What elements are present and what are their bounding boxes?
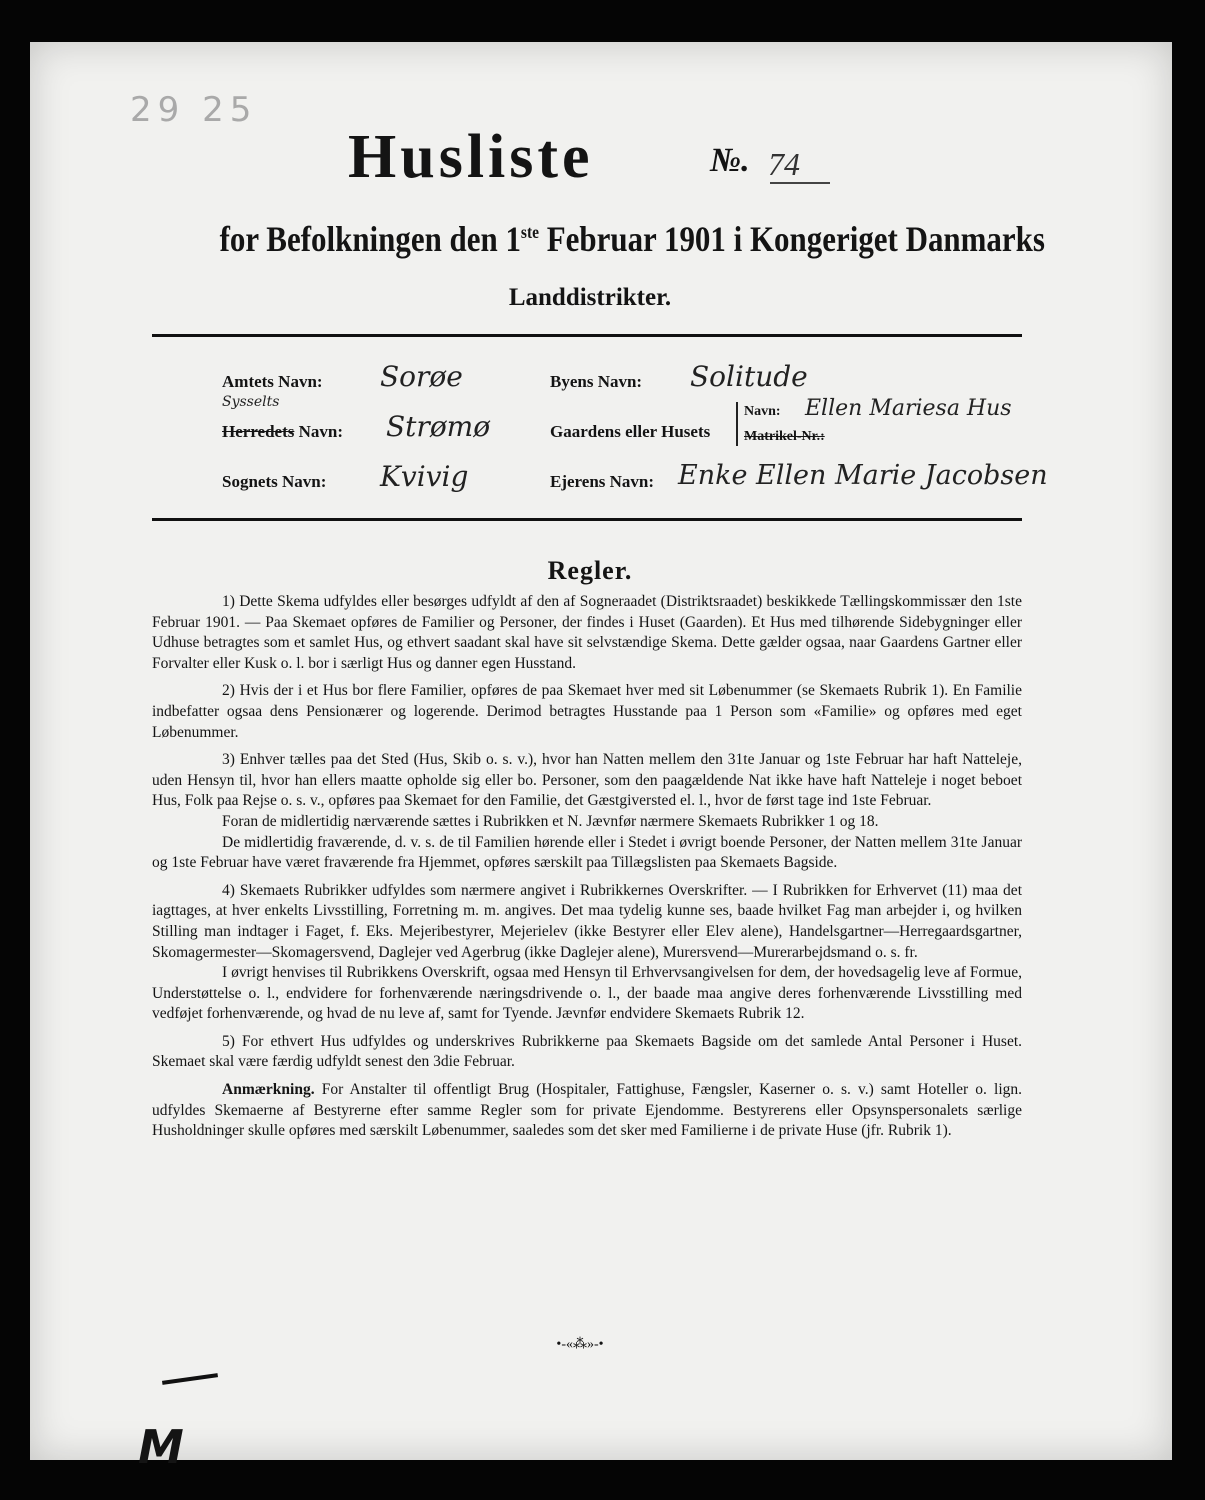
rule-paragraph: 1) Dette Skema udfyldes eller besørges udfyldt af den af Sogneraadet (Distriktsraadet) beskikkede Tællingskommissær den 1ste Februar 1901. — Paa Skemaet opføres de Familier og Personer, der findes i Huset (Gaarden). Et Hus med tilhørende Sidebygninger eller Udhuse betragtes som et samlet Hus, og ethvert saadant skal have sit selvstændige Skema. Dette gælder ogsaa, naar Gaardens Gartner eller Forvalter eller Kusk o. l. bor i særligt Hus og danner egen Husstand. — [152, 593, 1022, 672]
rule-paragraph: 2) Hvis der i et Hus bor flere Familier, opføres de paa Skemaet hver med sit Løbenummer (se Skemaets Rubrik 1). En Familie indbefatter ogsaa dens Pensionærer og logerende. Derimod betragtes Husstande paa 1 Person som «Familie» og opføres med eget Løbenummer. — [152, 682, 1022, 741]
herred-handwritten: Sysselts — [222, 394, 280, 410]
rule-paragraph: 3) Enhver tælles paa det Sted (Hus, Skib o. s. v.), hvor han Natten mellem den 31te Januar og 1ste Februar har haft Natteleje, uden Hensyn til, hvor han ellers maatte opholde sig eller bo. Personer, som den paagældende Nat ikke have haft Natteleje i noget beboet Hus, Folk paa Rejse o. s. v., opføres paa Skemaet for den Familie, det Gæstgiversted el. l., hvor de først tage ind 1ste Februar. — [152, 751, 1022, 810]
top-rule — [152, 334, 1022, 337]
bottom-rule — [152, 518, 1022, 521]
page-title: Husliste — [348, 123, 594, 191]
archive-stamp: 29 25 — [130, 90, 258, 130]
gaard-label: Gaardens eller Husets — [550, 422, 711, 441]
number-value: 74 — [768, 146, 800, 182]
subtitle: for Befolkningen den 1ste Februar 1901 i Kongeriget Danmarks — [219, 219, 1045, 259]
ejer-value: Enke Ellen Marie Jacobsen — [678, 460, 1048, 491]
note-label: Anmærkning. — [222, 1081, 315, 1099]
rule-paragraph: I øvrigt henvises til Rubrikkens Overskrift, ogsaa med Hensyn til Erhvervsangivelsen for dem, der hovedsagelig leve af Formue, Understøttelse o. l., endvidere for forhenværende næringsdrivende o. l., der baade maa angive deres forhenværende Livsstilling med vedføjet forhenværende, og hvad de nu leve af, samt for Tyende. Jævnfør endvidere Skemaets Rubrik 12. — [152, 964, 1022, 1023]
amt-value: Sorøe — [380, 360, 463, 393]
rules-title: Regler. — [547, 556, 633, 585]
navn-value: Ellen Mariesa Hus — [805, 396, 1012, 421]
matrikel-label: Matrikel-Nr.: — [744, 429, 825, 444]
herred-label: Herredets Navn: — [222, 422, 344, 441]
pen-dash — [162, 1373, 218, 1385]
navn-label: Navn: — [744, 404, 781, 419]
rule-paragraph: De midlertidig fraværende, d. v. s. de til Familien hørende eller i Stedet i øvrigt boende Personer, der Natten mellem 31te Januar og 1ste Februar have været fraværende fra Hjemmet, opføres særskilt paa Tillægslisten paa Skemaets Bagside. — [152, 833, 1022, 872]
gaard-brace — [736, 402, 738, 446]
ornament: •-«⁂»-• — [556, 1337, 604, 1352]
number-label: №. — [710, 142, 750, 179]
ejer-label: Ejerens Navn: — [550, 472, 655, 491]
note-paragraph — [152, 1080, 1022, 1142]
rules-body — [152, 592, 1022, 1149]
rule-paragraph: 5) For ethvert Hus udfyldes og underskrives Rubrikkerne paa Skemaets Bagside om det samlede Antal Personer i Huset. Skemaet skal være færdig udfyldt senest den 3die Februar. — [152, 1032, 1022, 1071]
rule-paragraph: 4) Skemaets Rubrikker udfyldes som nærmere angivet i Rubrikkernes Overskrifter. — I Rubrikken for Erhvervet (11) maa det iagttages, at hver enkelts Livsstilling, Forretning m. m. angives. Det maa tydelig kunne ses, baade hvilket Fag man arbejder i, og hvilken Stilling man indtager i Faget, f. Eks. Mejeribestyrer, Mejerielev (ikke Bestyrer eller Elev alene), Handelsgartner—Herregaardsgartner, Skomagermester—Skomagersvend, Daglejer ved Agerbrug (ikke Daglejer alene), Murersvend—Murerarbejdsmand o. s. fr. — [152, 881, 1022, 961]
census-sheet — [30, 42, 1172, 1474]
bottom-mark: M — [138, 1420, 184, 1474]
note-text: For Anstalter til offentligt Brug (Hospitaler, Fattighuse, Fængsler, Kaserner o. s. v.) samt Hoteller o. lign. udfyldes Skemaerne af Bestyrerne efter samme Regler som for private Ejendomme. Bestyrerens eller Opsynspersonalets særlige Husholdninger skulle opføres med særskilt Løbenummer, saaledes som det sker med Familierne i de private Huse (jfr. Rubrik 1). — [152, 1081, 1022, 1140]
number-underline — [770, 182, 830, 184]
sogn-value: Kvivig — [380, 460, 469, 493]
herred-value: Strømø — [386, 410, 491, 443]
by-value: Solitude — [690, 360, 808, 393]
by-label: Byens Navn: — [550, 372, 643, 391]
amt-label: Amtets Navn: — [222, 372, 323, 391]
sogn-label: Sognets Navn: — [222, 472, 327, 491]
rule-paragraph: Foran de midlertidig nærværende sættes i Rubrikken et N. Jævnfør nærmere Skemaets Rubrikker 1 og 18. — [222, 812, 879, 830]
district-heading: Landdistrikter. — [508, 284, 672, 311]
